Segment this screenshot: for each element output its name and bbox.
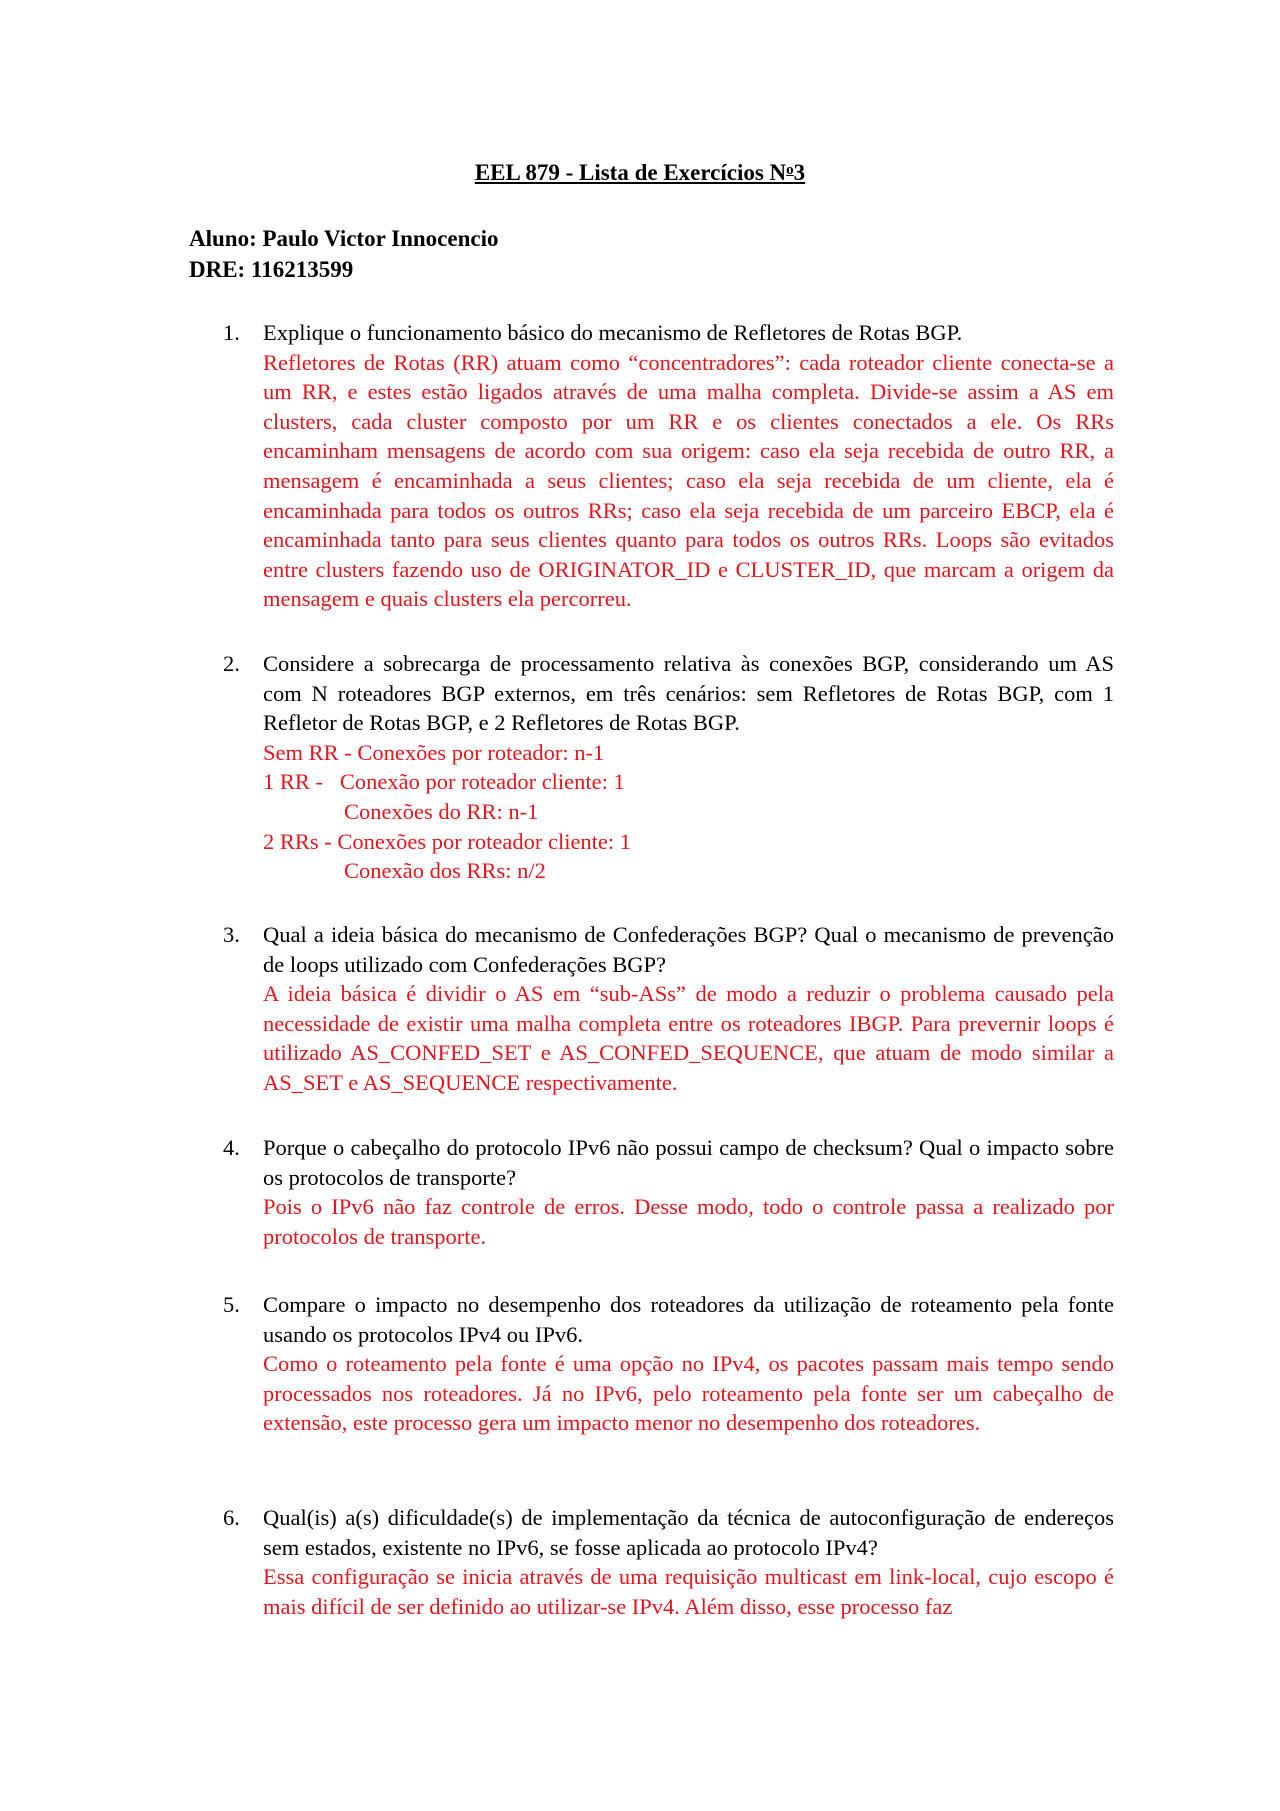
answer-text: Como o roteamento pela fonte é uma opção no IPv4, os pacotes passam mais tempo sendo processados nos roteadores. Já no IPv6, pelo roteamento pela fonte ser um cabeçalho de extensão, este processo gera um impacto menor no desempenho dos roteadores. [263,1351,1114,1436]
question-text: Explique o funcionamento básico do mecanismo de Refletores de Rotas BGP. [263,320,963,345]
question-text: Compare o impacto no desempenho dos roteadores da utilização de roteamento pela fonte usando os protocolos IPv4 ou IPv6. [263,1292,1114,1347]
question-number: 1. [223,320,240,345]
question-text: Qual(is) a(s) dificuldade(s) de implementação da técnica de autoconfiguração de endereços sem estados, existente no IPv6, se fosse aplicada ao protocolo IPv4? [263,1505,1114,1560]
question-number: 2. [223,651,240,676]
question-2 [223,649,1114,886]
student-info [189,223,498,285]
question-5 [223,1290,1114,1438]
answer-line: 2 RRs - Conexões por roteador cliente: 1 [263,828,632,854]
student-name: Aluno: Paulo Victor Innocencio [189,226,499,251]
question-6 [223,1503,1114,1621]
question-text: Considere a sobrecarga de processamento relativa às conexões BGP, considerando um AS com N roteadores BGP externos, em três cenários: sem Refletores de Rotas BGP, com 1 Refletor de Rotas BGP, e 2 Refletores de Rotas BGP. [263,651,1114,736]
answer-text: Essa configuração se inicia através de uma requisição multicast em link-local, cujo escopo é mais difícil de ser definido ao utilizar-se IPv4. Além disso, esse processo faz [263,1564,1114,1619]
answer-text: Pois o IPv6 não faz controle de erros. Desse modo, todo o controle passa a realizado por protocolos de transporte. [263,1194,1114,1249]
answer-text: A ideia básica é dividir o AS em “sub-ASs” de modo a reduzir o problema causado pela necessidade de existir uma malha completa entre os roteadores IBGP. Para prevernir loops é utilizado AS_CONFED_SET e AS_CONFED_SEQUENCE, que atuam de modo similar a AS_SET e AS_SEQUENCE respectivamente. [263,981,1114,1095]
question-3 [223,920,1114,1098]
question-number: 5. [223,1292,240,1317]
question-1 [223,318,1114,614]
question-4 [223,1133,1114,1251]
question-number: 4. [223,1135,240,1160]
answer-line: Conexões do RR: n-1 [344,798,539,824]
question-text: Porque o cabeçalho do protocolo IPv6 não possui campo de checksum? Qual o impacto sobre os protocolos de transporte? [263,1135,1114,1190]
question-number: 3. [223,922,240,947]
page-title: EEL 879 - Lista de Exercícios $N^o3$ [474,160,806,185]
student-dre: DRE: 116213599 [189,257,354,282]
question-text: Qual a ideia básica do mecanismo de Confederações BGP? Qual o mecanismo de prevenção de loops utilizado com Confederações BGP? [263,922,1114,977]
answer-line: 1 RR - Conexão por roteador cliente: 1 [263,769,625,795]
question-number: 6. [223,1505,240,1530]
answer-line: Conexão dos RRs: n/2 [344,858,546,884]
answer-line: Sem RR - Conexões por roteador: n-1 [263,739,605,765]
answer-text: Refletores de Rotas (RR) atuam como “concentradores”: cada roteador cliente conecta-se a um RR, e estes estão ligados através de uma malha completa. Divide-se assim a AS em clusters, cada cluster composto por um RR e os clientes conectados a ele. Os RRs encaminham mensagens de acordo com sua origem: caso ela seja recebida de outro RR, a mensagem é encaminhada a seus clientes; caso ela seja recebida de um cliente, ela é encaminhada para todos os outros RRs; caso ela seja recebida de um parceiro EBCP, ela é encaminhada tanto para seus clientes quanto para todos os outros RRs. Loops são evitados entre clusters fazendo uso de ORIGINATOR_ID e CLUSTER_ID, que marcam a origem da mensagem e quais clusters ela percorreu. [263,349,1114,612]
